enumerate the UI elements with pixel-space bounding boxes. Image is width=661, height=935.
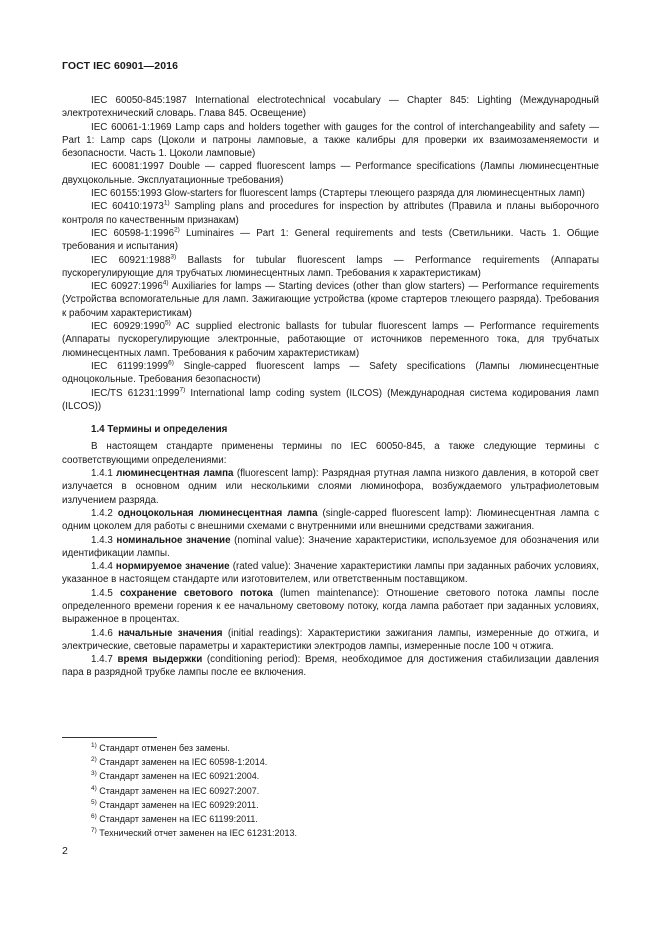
term-definition xyxy=(62,507,599,534)
reference-entry xyxy=(62,387,599,414)
footnote-mark: 3) xyxy=(91,770,97,778)
footnotes xyxy=(91,741,297,840)
footnote-mark: 4) xyxy=(91,784,97,792)
footnote-ref: 5) xyxy=(165,319,171,327)
footnote-text: Стандарт отменен без замены. xyxy=(96,743,230,753)
footnote-mark: 6) xyxy=(91,813,97,821)
term-name: время выдержки xyxy=(117,654,203,666)
term-number: 1.4.5 xyxy=(91,587,113,599)
reference-code: IEC 61199:1999 xyxy=(91,360,169,372)
term-name: начальные значения xyxy=(118,627,223,639)
footnote-ref: 1) xyxy=(163,200,170,208)
term-name: нормируемое значение xyxy=(115,561,230,573)
footnote-text: Стандарт заменен на IEC 60598-1:2014. xyxy=(96,757,268,768)
reference-entry: IEC 60081:1997 Double — capped fluorescent lamps — Performance specifications (Лампы люминесцентные двухцокольные. Эксплуатационные требования) xyxy=(62,161,599,186)
footnote-divider xyxy=(62,737,157,738)
footnote-ref: 4) xyxy=(162,279,169,287)
footnote-text: Стандарт заменен на IEC 61199:2011. xyxy=(96,814,258,825)
reference-text: AC supplied electronic ballasts for tubular fluorescent lamps — Performance requirements (Аппараты пускорегулирующие электронные, работающие от источников переменного тока, для трубчатых люминесцентных ламп. Требования к рабочим характеристикам) xyxy=(62,321,599,359)
footnote xyxy=(91,784,297,798)
term-text: (fluorescent lamp): Разрядная ртутная лампа низкого давления, в которой свет излучается в основном одним или несколькими слоями люминофора, возбуждаемого ультрафиолетовым излучением разряда. xyxy=(62,468,599,506)
reference-entry xyxy=(62,254,599,281)
footnote-ref: 3) xyxy=(170,253,177,261)
footnote xyxy=(91,755,297,769)
footnote xyxy=(91,826,297,840)
reference-code: IEC/TS 61231:1999 xyxy=(91,387,180,399)
term-name: люминесцентная лампа xyxy=(116,468,234,480)
reference-entry xyxy=(62,200,599,227)
reference-code: IEC 60410:1973 xyxy=(91,201,164,213)
term-definition xyxy=(62,627,599,654)
term-number: 1.4.6 xyxy=(91,627,113,639)
reference-code: IEC 60921:1988 xyxy=(91,254,171,266)
footnote xyxy=(91,798,297,812)
term-name: одноцокольная люминесцентная лампа xyxy=(117,507,318,519)
reference-text: Sampling plans and procedures for inspection by attributes (Правила и планы выборочного контроля по качественным признакам) xyxy=(62,201,600,226)
footnote xyxy=(91,769,297,783)
term-number: 1.4.3 xyxy=(91,534,113,546)
document-header: ГОСТ IEC 60901—2016 xyxy=(62,60,179,72)
term-text: (lumen maintenance): Отношение светового потока лампы после определенного времени горения к ее начальному световому потоку, когда лампа работает при заданных условиях, выраженное в процентах. xyxy=(62,587,600,626)
term-definition xyxy=(62,653,599,680)
term-text: (nominal value): Значение характеристики, используемое для обозначения или идентификации лампы. xyxy=(62,534,599,559)
term-name: сохранение светового потока xyxy=(119,587,273,599)
reference-entry xyxy=(62,320,599,360)
term-text: (rated value): Значение характеристики лампы при заданных рабочих условиях, указанное в настоящем стандарте или изготовителем, или ответственным поставщиком. xyxy=(62,561,600,586)
document-body xyxy=(62,94,599,680)
footnote-ref: 2) xyxy=(174,226,180,234)
section-intro: В настоящем стандарте применены термины по IEC 60050-845, а также следующие термины с соответствующими определениями: xyxy=(62,441,599,466)
term-number: 1.4.7 xyxy=(91,654,113,666)
reference-text: International lamp coding system (ILCOS) (Международная система кодирования ламп (ILCOS)) xyxy=(62,387,599,412)
reference-code: IEC 60929:1990 xyxy=(91,321,165,333)
page-number: 2 xyxy=(62,845,68,857)
footnote-ref: 6) xyxy=(168,359,174,367)
reference-entry xyxy=(62,280,599,320)
footnote xyxy=(91,812,297,826)
term-number: 1.4.4 xyxy=(91,561,113,573)
term-text: (single-capped fluorescent lamp): Люминесцентная лампа с одним цоколем для работы с внешними схемами с внутренними или внешними средствами зажигания. xyxy=(62,507,599,533)
reference-text: Luminaires — Part 1: General requirements and tests (Светильники. Часть 1. Общие требования и испытания) xyxy=(62,227,599,253)
footnote xyxy=(91,741,297,755)
reference-code: IEC 60598-1:1996 xyxy=(91,227,175,239)
footnote-mark: 5) xyxy=(91,798,97,806)
reference-entry xyxy=(62,360,599,387)
term-definition xyxy=(62,534,599,561)
reference-entry: IEC 60155:1993 Glow-starters for fluorescent lamps (Стартеры тлеющего разряда для люминесцентных ламп) xyxy=(91,188,585,200)
footnote-mark: 7) xyxy=(91,827,97,835)
reference-code: IEC 60927:1996 xyxy=(91,281,163,293)
reference-entry: IEC 60050-845:1987 International electrotechnical vocabulary — Chapter 845: Lighting (Международный электротехнический словарь. Глава 845. Освещение) xyxy=(62,95,599,120)
term-number: 1.4.2 xyxy=(91,507,113,519)
term-name: номинальное значение xyxy=(116,534,231,546)
reference-entry xyxy=(62,227,599,254)
term-definition xyxy=(62,587,599,627)
term-number: 1.4.1 xyxy=(91,468,113,480)
reference-entry: IEC 60061-1:1969 Lamp caps and holders together with gauges for the control of interchangeability and safety — Part 1: Lamp caps (Цоколи и патроны ламповые, а также калибры для проверки их взаимозаменяемости и безопасности. Часть 1. Цоколи ламповые) xyxy=(62,121,599,160)
footnote-text: Стандарт заменен на IEC 60927:2007. xyxy=(96,785,260,796)
term-text: (initial readings): Характеристики зажигания лампы, измеренные до отжига, и электрические, световые параметры и характеристики электродов лампы, измеренные после 100 ч отжига. xyxy=(62,627,599,652)
footnote-text: Стандарт заменен на IEC 60921:2004. xyxy=(96,771,260,782)
footnote-mark: 2) xyxy=(91,756,97,764)
reference-text: Single-capped fluorescent lamps — Safety specifications (Лампы люминесцентные одноцокольные. Требования безопасности) xyxy=(62,360,599,386)
section-heading: 1.4 Термины и определения xyxy=(91,424,228,436)
reference-text: Auxiliaries for lamps — Starting devices (other than glow starters) — Performance requirements (Устройства вспомогательные для ламп. Зажигающие устройства (кроме стартеров тлеющего разряда). Требования к рабочим характеристикам) xyxy=(62,281,599,319)
footnote-text: Стандарт заменен на IEC 60929:2011. xyxy=(96,799,259,810)
term-definition xyxy=(62,467,599,507)
footnote-ref: 7) xyxy=(179,386,186,394)
reference-text: Ballasts for tubular fluorescent lamps — Performance requirements (Аппараты пускорегулирующие для трубчатых люминесцентных ламп. Требования к характеристикам) xyxy=(62,254,599,279)
footnote-mark: 1) xyxy=(91,742,97,749)
footnote-text: Технический отчет заменен на IEC 61231:2013. xyxy=(96,828,298,839)
term-text: (conditioning period): Время, необходимое для достижения стабилизации давления пара в разрядной трубке лампы после ее включения. xyxy=(62,654,599,679)
term-definition xyxy=(62,560,599,587)
